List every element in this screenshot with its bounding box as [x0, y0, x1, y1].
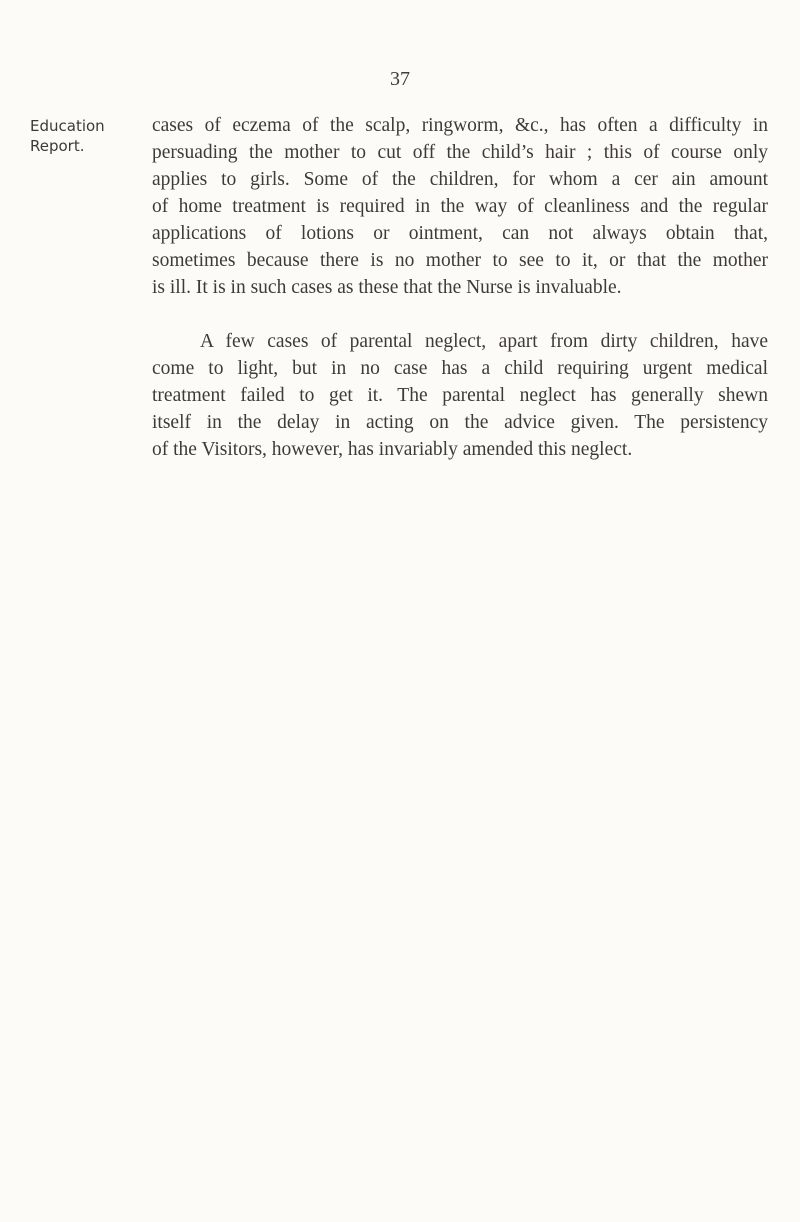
margin-note [30, 116, 130, 156]
text-line: of home treatment is required in the way of cleanliness and the regular [152, 196, 768, 217]
body-text [152, 112, 768, 463]
text-line: is ill. It is in such cases as these that the Nurse is invaluable. [152, 277, 622, 298]
text-line: itself in the delay in acting on the advice given. The persistency [152, 412, 768, 433]
page-number: 37 [390, 68, 410, 90]
text-line: applies to girls. Some of the children, for whom a cer ain amount [152, 169, 768, 190]
paragraph [152, 112, 768, 301]
text-line: of the Visitors, however, has invariably amended this neglect. [152, 439, 633, 460]
text-line: A few cases of parental neglect, apart from dirty children, have [200, 331, 768, 352]
text-line: cases of eczema of the scalp, ringworm, &c., has often a difficulty in [152, 115, 768, 136]
text-line: treatment failed to get it. The parental neglect has generally shewn [152, 385, 768, 406]
margin-note-line: Report. [30, 137, 85, 155]
margin-note-line: Education [30, 117, 105, 135]
text-line: persuading the mother to cut off the child’s hair ; this of course only [152, 142, 768, 163]
text-line: come to light, but in no case has a child requiring urgent medical [152, 358, 768, 379]
paragraph [152, 328, 768, 463]
text-line: applications of lotions or ointment, can not always obtain that, [152, 223, 768, 244]
text-line: sometimes because there is no mother to see to it, or that the mother [152, 250, 768, 271]
